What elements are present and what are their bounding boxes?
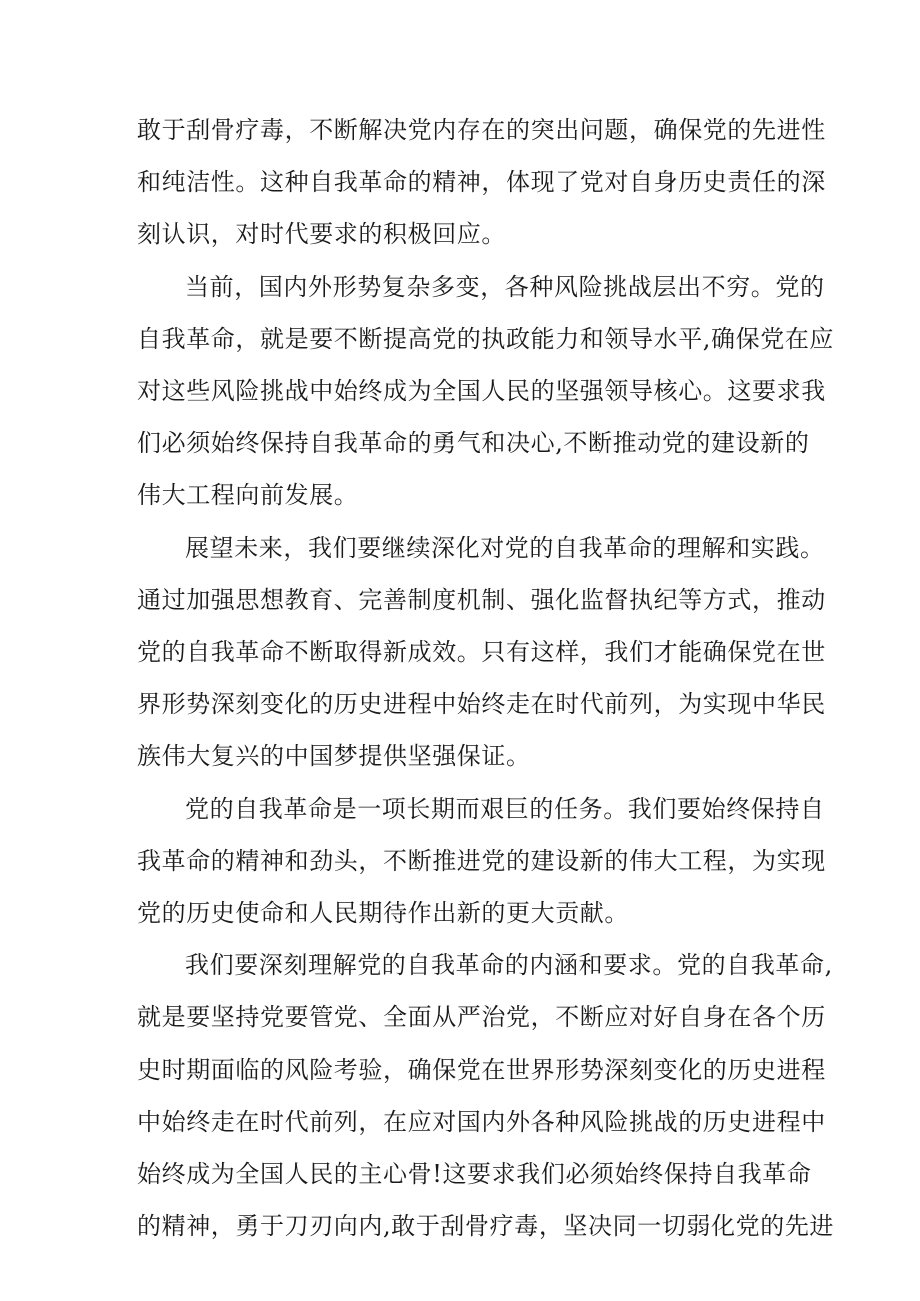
document-body xyxy=(137,104,835,1252)
text-line: 自我革命，就是要不断提高党的执政能力和领导水平,确保党在应 xyxy=(137,324,835,353)
text-line: 党的历史使命和人民期待作出新的更大贡献。 xyxy=(137,899,629,928)
text-line: 界形势深刻变化的历史进程中始终走在时代前列，为实现中华民 xyxy=(137,690,826,719)
paragraph-1 xyxy=(137,104,826,261)
text-line: 展望未来，我们要继续深化对党的自我革命的理解和实践。 xyxy=(185,533,825,562)
text-line: 通过加强思想教育、完善制度机制、强化监督执纪等方式，推动 xyxy=(137,585,826,614)
text-line: 就是要坚持党要管党、全面从严治党，不断应对好自身在各个历 xyxy=(137,1003,826,1032)
text-line: 史时期面临的风险考验，确保党在世界形势深刻变化的历史进程 xyxy=(137,1055,826,1084)
text-line: 我们要深刻理解党的自我革命的内涵和要求。党的自我革命, xyxy=(185,951,833,980)
text-line: 党的自我革命是一项长期而艰巨的任务。我们要始终保持自 xyxy=(185,794,825,823)
text-line: 们必须始终保持自我革命的勇气和决心,不断推动党的建设新的 xyxy=(137,429,810,458)
text-line: 中始终走在时代前列，在应对国内外各种风险挑战的历史进程中 xyxy=(137,1107,826,1136)
text-line: 族伟大复兴的中国梦提供坚强保证。 xyxy=(137,742,531,771)
text-line: 伟大工程向前发展。 xyxy=(137,481,359,510)
text-line: 的精神，勇于刀刃向内,敢于刮骨疗毒，坚决同一切弱化党的先进 xyxy=(137,1212,835,1241)
text-line: 党的自我革命不断取得新成效。只有这样，我们才能确保党在世 xyxy=(137,638,826,667)
text-line: 敢于刮骨疗毒，不断解决党内存在的突出问题，确保党的先进性 xyxy=(137,116,826,144)
text-line: 我革命的精神和劲头，不断推进党的建设新的伟大工程，为实现 xyxy=(137,846,826,875)
paragraph-4 xyxy=(137,783,826,940)
text-line: 对这些风险挑战中始终成为全国人民的坚强领导核心。这要求我 xyxy=(137,377,826,406)
paragraph-2 xyxy=(137,261,835,522)
text-line: 和纯洁性。这种自我革命的精神，体现了党对自身历史责任的深 xyxy=(137,168,826,197)
paragraph-3 xyxy=(137,522,826,783)
text-line: 当前，国内外形势复杂多变，各种风险挑战层出不穷。党的 xyxy=(185,272,825,301)
paragraph-5 xyxy=(137,939,835,1252)
text-line: 刻认识，对时代要求的积极回应。 xyxy=(137,220,506,249)
text-line: 始终成为全国人民的主心骨!这要求我们必须始终保持自我革命 xyxy=(137,1160,812,1189)
